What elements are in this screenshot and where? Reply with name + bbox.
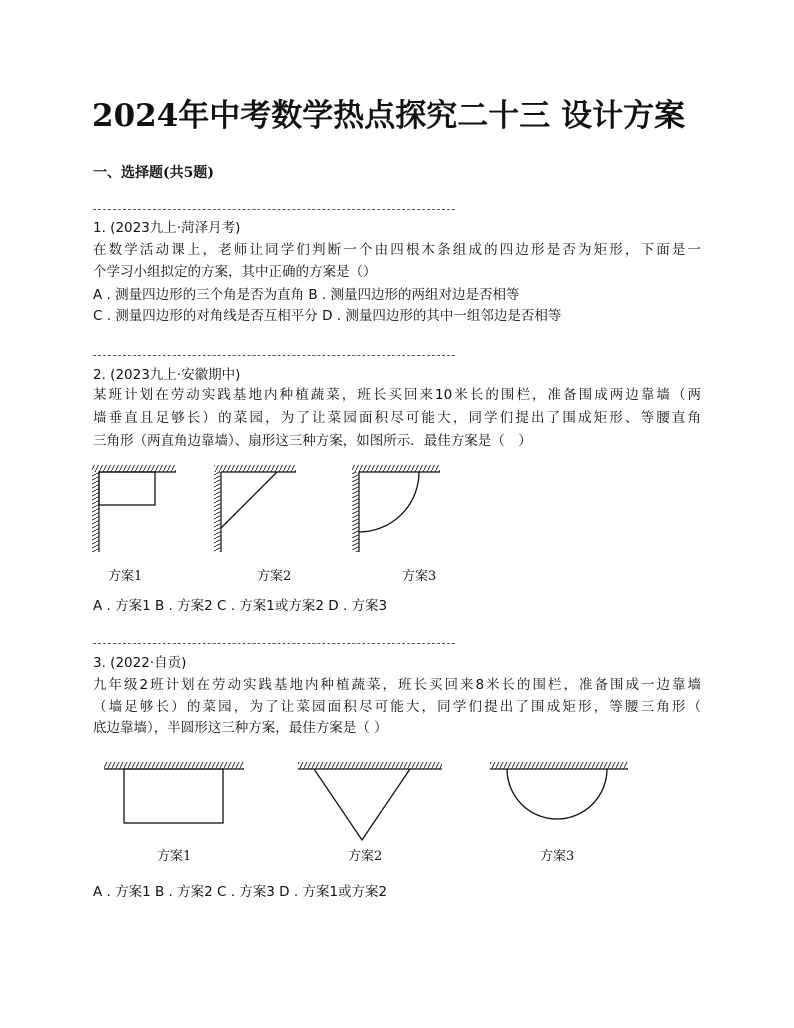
plan-1-rectangle-figure (92, 465, 176, 552)
question-2-options: A . 方案1 B . 方案2 C . 方案1或方案2 D . 方案3 (93, 598, 388, 614)
plan-2-triangle-figure (298, 762, 442, 840)
plan-2-triangle-figure (214, 465, 296, 552)
question-3-options: A . 方案1 B . 方案2 C . 方案3 D . 方案1或方案2 (93, 884, 388, 900)
question-3-stem-line-3: 底边靠墙），半圆形这三种方案，最佳方案是（ ） (93, 720, 388, 736)
question-1-options-cd: C . 测量四边形的对角线是否互相平分 D . 测量四边形的其中一组邻边是否相等 (93, 308, 562, 324)
plan-1-rectangle-figure (104, 762, 244, 823)
question-1-options-ab: A . 测量四边形的三个角是否为直角 B . 测量四边形的两组对边是否相等 (93, 287, 520, 303)
plan-3-sector-figure (352, 465, 440, 552)
section-title: 一、选择题(共5题) (93, 165, 214, 181)
question-3-figures (100, 760, 640, 845)
question-2-figures (88, 462, 448, 557)
question-1-header: 1. (2023九上·菏泽月考) (93, 220, 241, 236)
question-3-stem-line-2: （墙足够长）的菜园，为了让菜园面积尽可能大，同学们提出了围成矩形，等腰三角形（ (93, 699, 701, 715)
question-2-caption-2: 方案2 (257, 569, 292, 584)
question-3-caption-1: 方案1 (157, 849, 192, 864)
plan-3-semicircle-figure (490, 762, 628, 819)
question-2-stem-line-3: 三角形（两直角边靠墙）、扇形这三种方案，如图所示．最佳方案是（ ） (93, 433, 532, 449)
question-2-stem-line-2: 墙垂直且足够长）的菜园，为了让菜园面积尽可能大，同学们提出了围成矩形、等腰直角 (93, 410, 701, 426)
question-1-stem-line-2: 个学习小组拟定的方案，其中正确的方案是（） (93, 264, 377, 280)
question-1-stem-line-1: 在数学活动课上，老师让同学们判断一个由四根木条组成的四边形是否为矩形，下面是一 (93, 242, 701, 258)
question-divider (93, 643, 455, 644)
question-3-header: 3. (2022·自贡) (93, 655, 187, 671)
question-3-caption-2: 方案2 (348, 849, 383, 864)
question-2-caption-1: 方案1 (108, 569, 143, 584)
question-divider (93, 355, 455, 356)
question-divider (93, 209, 455, 210)
page-title: 2024年中考数学热点探究二十三 设计方案 (92, 98, 686, 134)
question-2-header: 2. (2023九上·安徽期中) (93, 367, 241, 383)
question-2-stem-line-1: 某班计划在劳动实践基地内种植蔬菜，班长买回来10米长的围栏，准备围成两边靠墙（两 (93, 387, 701, 403)
question-3-stem-line-1: 九年级2班计划在劳动实践基地内种植蔬菜，班长买回来8米长的围栏，准备围成一边靠墙 (93, 677, 701, 693)
question-3-caption-3: 方案3 (540, 849, 575, 864)
question-2-caption-3: 方案3 (402, 569, 437, 584)
